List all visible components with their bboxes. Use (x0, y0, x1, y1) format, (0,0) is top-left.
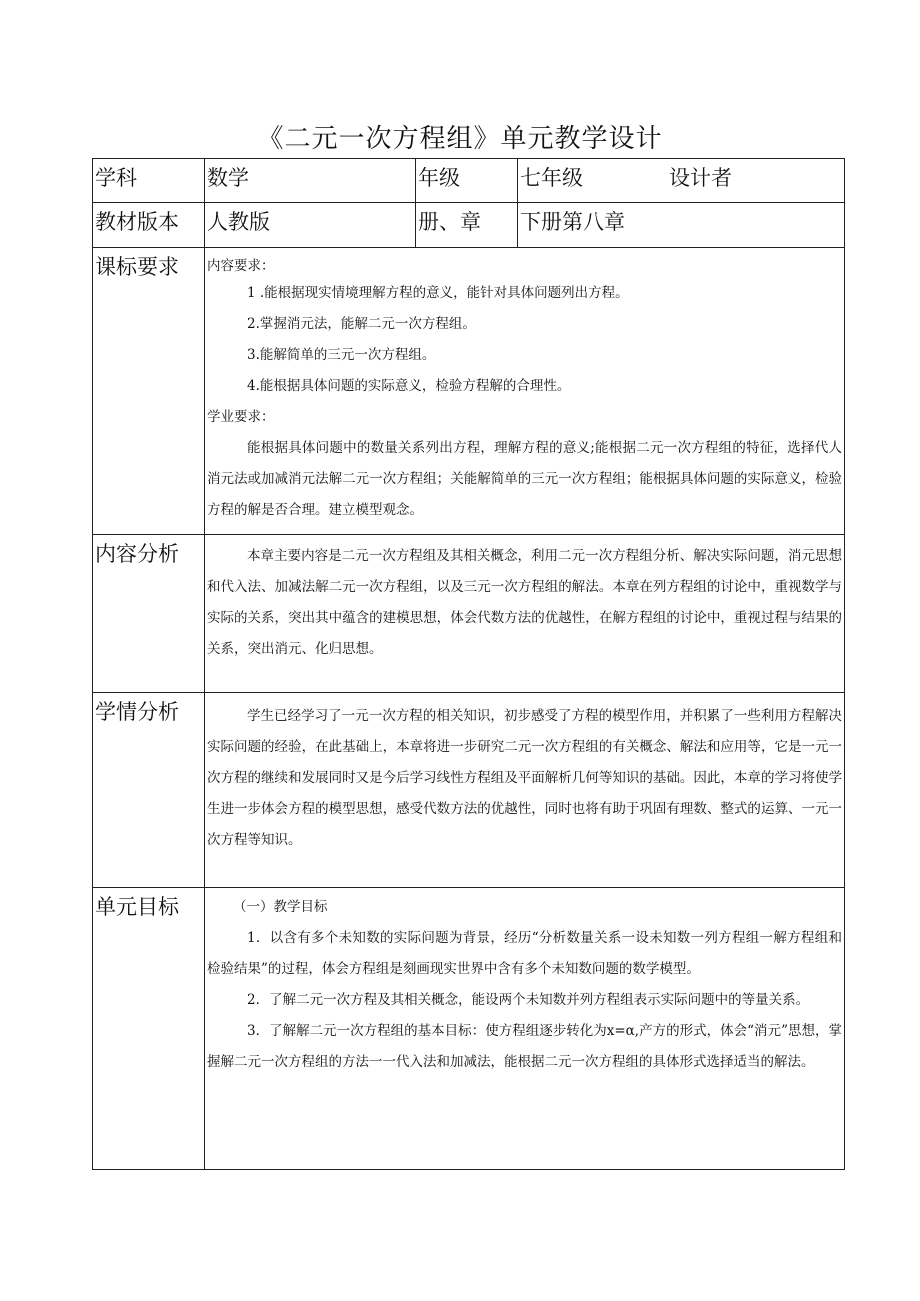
grade-label: 年级 (416, 159, 518, 203)
volume-label: 册、章 (416, 203, 518, 248)
content-analysis-text: 本章主要内容是二元一次方程组及其相关概念，利用二元一次方程组分析、解决实际问题，消元思想和代入法、加减法解二元一次方程组，以及三元一次方程组的解法。本章在列方程组的讨论中，重视数学与实际的关系，突出其中蕴含的建模思想，体会代数方法的优越性，在解方程组的讨论中，重视过程与结果的关系，突出消元、化归思想。 (207, 548, 842, 657)
goals-heading: （一）教学目标 (233, 899, 328, 915)
content-analysis-label: 内容分析 (93, 535, 205, 693)
subject-value: 数学 (205, 159, 416, 203)
content-heading: 内容要求： (207, 258, 275, 274)
grade-cell (518, 159, 845, 203)
grade-value: 七年级 (520, 166, 583, 190)
designer-label: 设计者 (669, 166, 732, 190)
row-unit-goals (93, 888, 845, 1170)
edition-value: 人教版 (205, 203, 416, 248)
academic-heading: 学业要求： (207, 409, 275, 425)
edition-label: 教材版本 (93, 203, 205, 248)
content-item: 1 .能根据现实情境理解方程的意义，能针对具体问题列出方程。 (247, 285, 629, 301)
goal-item: 3．了解解二元一次方程组的基本目标：使方程组逐步转化为x=α,产方的形式，体会“消元”思想，掌握解二元一次方程组的方法一一代入法和加减法，能根据二元一次方程组的具体形式选择适当的解法。 (207, 1023, 842, 1070)
standards-cell (205, 248, 845, 535)
content-analysis-cell (205, 535, 845, 693)
row-edition (93, 203, 845, 248)
content-item: 2.掌握消元法，能解二元一次方程组。 (247, 316, 476, 332)
volume-value: 下册第八章 (518, 203, 845, 248)
design-table (92, 158, 845, 1170)
learner-analysis-text: 学生已经学习了一元一次方程的相关知识，初步感受了方程的模型作用，并积累了一些利用方程解决实际问题的经验，在此基础上，本章将进一步研究二元一次方程组的有关概念、解法和应用等，它是一元一次方程的继续和发展同时又是今后学习线性方程组及平面解析几何等知识的基础。因此，本章的学习将使学生进一步体会方程的模型思想，感受代数方法的优越性，同时也将有助于巩固有理数、整式的运算、一元一次方程等知识。 (207, 708, 842, 848)
academic-text: 能根据具体问题中的数量关系列出方程，理解方程的意义;能根据二元一次方程组的特征，选择代人消元法或加减消元法解二元一次方程组；关能解简单的三元一次方程组；能根据具体问题的实际意义，检验方程的解是否合理。建立模型观念。 (207, 440, 842, 518)
row-subject (93, 159, 845, 203)
content-item: 3.能解简单的三元一次方程组。 (247, 347, 436, 363)
page-title: 《二元一次方程组》单元教学设计 (257, 124, 663, 154)
standards-label: 课标要求 (93, 248, 205, 535)
unit-goals-cell (205, 888, 845, 1170)
goal-item: 1．以含有多个未知数的实际问题为背景，经历“分析数量关系一设未知数一列方程组一解方程组和检验结果”的过程，体会方程组是刻画现实世界中含有多个未知数问题的数学模型。 (207, 930, 842, 977)
content-item: 4.能根据具体问题的实际意义，检验方程解的合理性。 (247, 378, 571, 394)
row-learner-analysis (93, 693, 845, 888)
learner-analysis-cell (205, 693, 845, 888)
row-standards (93, 248, 845, 535)
unit-goals-label: 单元目标 (93, 888, 205, 1170)
learner-analysis-label: 学情分析 (93, 693, 205, 888)
subject-label: 学科 (93, 159, 205, 203)
row-content-analysis (93, 535, 845, 693)
goal-item: 2．了解二元一次方程及其相关概念，能设两个未知数并列方程组表示实际问题中的等量关系。 (247, 992, 810, 1008)
